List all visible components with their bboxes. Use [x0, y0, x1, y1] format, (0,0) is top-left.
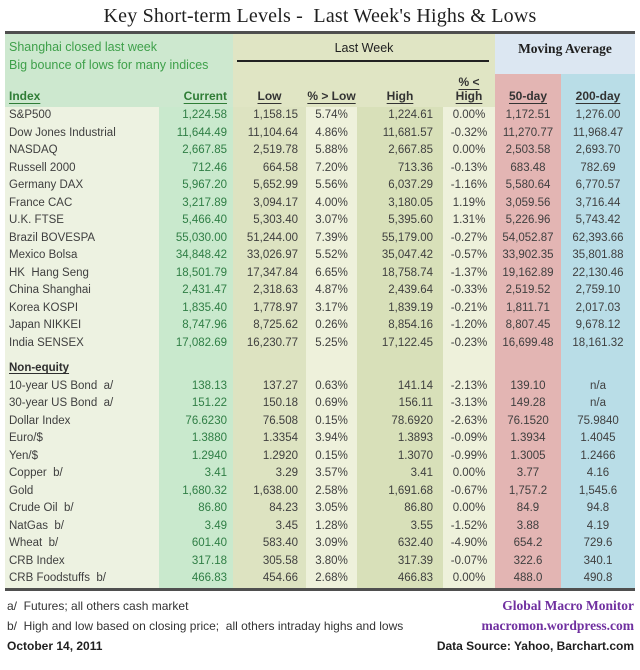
cell-high: 1.3070 [357, 448, 443, 466]
cell-current [159, 360, 233, 378]
cell-ma-200: 340.1 [561, 553, 635, 571]
cell-index: India SENSEX [5, 335, 159, 353]
cell-pct-below-high: -0.21% [443, 300, 495, 318]
cell-ma-200: 11,968.47 [561, 125, 635, 143]
cell-pct-above-low: 5.88% [306, 142, 357, 160]
cell-ma-200: 35,801.88 [561, 247, 635, 265]
cell-low: 8,725.62 [233, 317, 306, 335]
cell-pct-above-low: 4.86% [306, 125, 357, 143]
cell-low: 5,303.40 [233, 212, 306, 230]
cell-low: 2,318.63 [233, 282, 306, 300]
cell-index: Japan NIKKEI [5, 317, 159, 335]
table-row [5, 413, 635, 431]
cell-current: 5,466.40 [159, 212, 233, 230]
cell-high: 5,395.60 [357, 212, 443, 230]
cell-ma-200: 2,017.03 [561, 300, 635, 318]
cell-pct-above-low: 3.80% [306, 553, 357, 571]
cell-pct-below-high [443, 360, 495, 378]
cell-ma-50: 19,162.89 [495, 265, 561, 283]
cell-pct-below-high: -0.32% [443, 125, 495, 143]
cell-low: 33,026.97 [233, 247, 306, 265]
cell-pct-above-low: 5.56% [306, 177, 357, 195]
footer [7, 596, 634, 656]
cell-pct-below-high: -1.16% [443, 177, 495, 195]
cell-pct-above-low: 3.07% [306, 212, 357, 230]
cell-pct-below-high: -0.23% [443, 335, 495, 353]
cell-current: 17,082.69 [159, 335, 233, 353]
cell-low: 3.29 [233, 465, 306, 483]
cell-index: Non-equity [5, 360, 159, 378]
column-header-ma-200: 200-day [561, 74, 635, 107]
annotation-box [5, 34, 233, 74]
cell-low [233, 352, 306, 360]
cell-current: 3,217.89 [159, 195, 233, 213]
cell-high: 3.55 [357, 518, 443, 536]
cell-pct-above-low: 3.17% [306, 300, 357, 318]
cell-ma-200: 9,678.12 [561, 317, 635, 335]
cell-ma-50 [495, 352, 561, 360]
cell-ma-50: 488.0 [495, 570, 561, 588]
cell-index [5, 352, 159, 360]
brand-url[interactable]: macromon.wordpress.com [481, 617, 634, 633]
cell-ma-200: 5,743.42 [561, 212, 635, 230]
cell-ma-200: 18,161.32 [561, 335, 635, 353]
annotation-line-1: Shanghai closed last week [9, 40, 158, 54]
table-row [5, 282, 635, 300]
cell-index: Korea KOSPI [5, 300, 159, 318]
cell-high: 3,180.05 [357, 195, 443, 213]
cell-current: 55,030.00 [159, 230, 233, 248]
cell-low: 1,158.15 [233, 107, 306, 125]
cell-index: NASDAQ [5, 142, 159, 160]
cell-pct-below-high: -0.13% [443, 160, 495, 178]
column-header-pct-above-low: % > Low [306, 74, 357, 107]
cell-current: 2,667.85 [159, 142, 233, 160]
cell-current: 1,680.32 [159, 483, 233, 501]
cell-pct-below-high: 0.00% [443, 570, 495, 588]
cell-high: 632.40 [357, 535, 443, 553]
last-week-label: Last Week [334, 41, 394, 55]
column-header-ma-50: 50-day [495, 74, 561, 107]
cell-ma-200: 2,759.10 [561, 282, 635, 300]
cell-ma-50: 54,052.87 [495, 230, 561, 248]
table-row [5, 230, 635, 248]
page-title: Key Short-term Levels - Last Week's Highs & Lows [103, 5, 537, 27]
column-header-current: Current [159, 74, 233, 107]
cell-current: 3.41 [159, 465, 233, 483]
cell-high: 1,224.61 [357, 107, 443, 125]
cell-pct-below-high: -0.57% [443, 247, 495, 265]
cell-current [159, 352, 233, 360]
cell-index: Germany DAX [5, 177, 159, 195]
table-row [5, 300, 635, 318]
cell-pct-below-high: -4.90% [443, 535, 495, 553]
cell-pct-below-high: 0.00% [443, 107, 495, 125]
levels-table [5, 74, 635, 588]
cell-ma-50: 3,059.56 [495, 195, 561, 213]
cell-pct-below-high: -2.63% [443, 413, 495, 431]
cell-low: 16,230.77 [233, 335, 306, 353]
cell-pct-above-low: 4.87% [306, 282, 357, 300]
cell-ma-200: 6,770.57 [561, 177, 635, 195]
cell-ma-200: 2,693.70 [561, 142, 635, 160]
cell-pct-below-high: -2.13% [443, 378, 495, 396]
cell-low: 3.45 [233, 518, 306, 536]
report-date: October 14, 2011 [7, 638, 103, 653]
cell-pct-above-low: 3.09% [306, 535, 357, 553]
last-week-underline [237, 60, 489, 62]
table-row [5, 317, 635, 335]
cell-low: 1,778.97 [233, 300, 306, 318]
cell-pct-above-low: 5.52% [306, 247, 357, 265]
cell-current: 601.40 [159, 535, 233, 553]
cell-current: 466.83 [159, 570, 233, 588]
cell-pct-above-low: 2.58% [306, 483, 357, 501]
cell-current: 1.2940 [159, 448, 233, 466]
cell-current: 5,967.20 [159, 177, 233, 195]
cell-high: 86.80 [357, 500, 443, 518]
spacer-row [5, 352, 635, 360]
cell-ma-50 [495, 360, 561, 378]
cell-high: 1,839.19 [357, 300, 443, 318]
cell-ma-200 [561, 352, 635, 360]
cell-ma-200: 62,393.66 [561, 230, 635, 248]
cell-index: France CAC [5, 195, 159, 213]
cell-ma-200: 1.4045 [561, 430, 635, 448]
cell-pct-above-low [306, 352, 357, 360]
table-row [5, 247, 635, 265]
cell-index: Crude Oil b/ [5, 500, 159, 518]
cell-pct-below-high: -1.37% [443, 265, 495, 283]
footnotes [7, 596, 403, 656]
cell-ma-50: 2,503.58 [495, 142, 561, 160]
cell-high: 141.14 [357, 378, 443, 396]
cell-index: 30-year US Bond a/ [5, 395, 159, 413]
column-header-row [5, 74, 635, 107]
cell-high: 55,179.00 [357, 230, 443, 248]
cell-pct-below-high: 0.00% [443, 142, 495, 160]
cell-index: Wheat b/ [5, 535, 159, 553]
cell-pct-above-low: 0.15% [306, 413, 357, 431]
cell-pct-below-high: -1.20% [443, 317, 495, 335]
cell-pct-above-low: 1.28% [306, 518, 357, 536]
cell-pct-above-low: 5.25% [306, 335, 357, 353]
annotation-line-2: Big bounce of lows for many indices [9, 58, 209, 72]
cell-low: 305.58 [233, 553, 306, 571]
cell-high: 156.11 [357, 395, 443, 413]
cell-current: 18,501.79 [159, 265, 233, 283]
cell-high: 8,854.16 [357, 317, 443, 335]
cell-high: 713.36 [357, 160, 443, 178]
cell-index: Yen/$ [5, 448, 159, 466]
cell-low: 11,104.64 [233, 125, 306, 143]
cell-low: 5,652.99 [233, 177, 306, 195]
cell-pct-below-high [443, 352, 495, 360]
cell-pct-above-low: 0.26% [306, 317, 357, 335]
cell-pct-above-low: 6.65% [306, 265, 357, 283]
table-row [5, 378, 635, 396]
cell-high: 1.3893 [357, 430, 443, 448]
cell-index: Copper b/ [5, 465, 159, 483]
cell-low: 1,638.00 [233, 483, 306, 501]
cell-pct-below-high: -0.27% [443, 230, 495, 248]
cell-current: 11,644.49 [159, 125, 233, 143]
cell-pct-above-low: 4.00% [306, 195, 357, 213]
cell-ma-200: n/a [561, 378, 635, 396]
cell-pct-below-high: 1.19% [443, 195, 495, 213]
cell-current: 151.22 [159, 395, 233, 413]
cell-pct-above-low: 3.05% [306, 500, 357, 518]
cell-high: 6,037.29 [357, 177, 443, 195]
cell-current: 76.6230 [159, 413, 233, 431]
cell-current: 1,224.58 [159, 107, 233, 125]
cell-low: 17,347.84 [233, 265, 306, 283]
cell-ma-200: 729.6 [561, 535, 635, 553]
cell-low: 1.3354 [233, 430, 306, 448]
cell-index: Brazil BOVESPA [5, 230, 159, 248]
cell-ma-50: 8,807.45 [495, 317, 561, 335]
cell-current: 1.3880 [159, 430, 233, 448]
table-row [5, 483, 635, 501]
cell-low: 2,519.78 [233, 142, 306, 160]
cell-current: 8,747.96 [159, 317, 233, 335]
table-row [5, 335, 635, 353]
cell-high: 3.41 [357, 465, 443, 483]
cell-high: 1,691.68 [357, 483, 443, 501]
cell-ma-200: 3,716.44 [561, 195, 635, 213]
cell-ma-200: 1,276.00 [561, 107, 635, 125]
cell-ma-50: 322.6 [495, 553, 561, 571]
cell-pct-above-low: 0.15% [306, 448, 357, 466]
cell-index: Mexico Bolsa [5, 247, 159, 265]
cell-ma-200 [561, 360, 635, 378]
cell-high: 2,667.85 [357, 142, 443, 160]
table-row [5, 448, 635, 466]
cell-ma-50: 3.88 [495, 518, 561, 536]
cell-low: 3,094.17 [233, 195, 306, 213]
table-row [5, 430, 635, 448]
cell-pct-below-high: 0.00% [443, 500, 495, 518]
cell-pct-above-low: 0.69% [306, 395, 357, 413]
cell-high: 18,758.74 [357, 265, 443, 283]
cell-ma-200: 22,130.46 [561, 265, 635, 283]
cell-ma-50: 5,580.64 [495, 177, 561, 195]
table-row [5, 160, 635, 178]
cell-ma-200: 1.2466 [561, 448, 635, 466]
cell-ma-50: 1,757.2 [495, 483, 561, 501]
cell-ma-50: 11,270.77 [495, 125, 561, 143]
section-header-row [5, 360, 635, 378]
table-row [5, 195, 635, 213]
cell-current: 317.18 [159, 553, 233, 571]
cell-pct-below-high: -0.67% [443, 483, 495, 501]
table-row [5, 177, 635, 195]
cell-ma-50: 1,811.71 [495, 300, 561, 318]
moving-average-band [495, 34, 635, 74]
cell-current: 712.46 [159, 160, 233, 178]
cell-low: 137.27 [233, 378, 306, 396]
bottom-rule [5, 588, 635, 591]
cell-index: 10-year US Bond a/ [5, 378, 159, 396]
brand-name: Global Macro Monitor [502, 597, 634, 613]
cell-high: 78.6920 [357, 413, 443, 431]
table-row [5, 142, 635, 160]
cell-high: 35,047.42 [357, 247, 443, 265]
table-row [5, 265, 635, 283]
header-band [5, 34, 635, 74]
cell-ma-200: 490.8 [561, 570, 635, 588]
cell-high [357, 360, 443, 378]
cell-ma-200: 75.9840 [561, 413, 635, 431]
cell-ma-50: 16,699.48 [495, 335, 561, 353]
data-source: Data Source: Yahoo, Barchart.com [436, 638, 634, 653]
column-header-index: Index [5, 74, 159, 107]
cell-ma-50: 1.3934 [495, 430, 561, 448]
table-row [5, 535, 635, 553]
cell-index: HK Hang Seng [5, 265, 159, 283]
cell-index: S&P500 [5, 107, 159, 125]
cell-index: CRB Index [5, 553, 159, 571]
cell-pct-above-low: 7.20% [306, 160, 357, 178]
table-row [5, 570, 635, 588]
cell-ma-50: 84.9 [495, 500, 561, 518]
table-row [5, 212, 635, 230]
cell-current: 3.49 [159, 518, 233, 536]
table-row [5, 125, 635, 143]
cell-ma-50: 683.48 [495, 160, 561, 178]
footnote-a: a/ Futures; all others cash market [7, 598, 189, 613]
cell-ma-50: 76.1520 [495, 413, 561, 431]
cell-current: 34,848.42 [159, 247, 233, 265]
column-header-high: High [357, 74, 443, 107]
cell-index: China Shanghai [5, 282, 159, 300]
cell-low: 664.58 [233, 160, 306, 178]
branding [437, 596, 634, 656]
cell-pct-below-high: -3.13% [443, 395, 495, 413]
cell-pct-above-low: 3.94% [306, 430, 357, 448]
cell-ma-200: n/a [561, 395, 635, 413]
cell-ma-200: 782.69 [561, 160, 635, 178]
table-row [5, 107, 635, 125]
cell-low: 84.23 [233, 500, 306, 518]
cell-high: 17,122.45 [357, 335, 443, 353]
cell-high: 317.39 [357, 553, 443, 571]
cell-low [233, 360, 306, 378]
cell-high: 2,439.64 [357, 282, 443, 300]
cell-pct-below-high: 0.00% [443, 465, 495, 483]
cell-pct-above-low [306, 360, 357, 378]
cell-pct-below-high: -1.52% [443, 518, 495, 536]
cell-low: 1.2920 [233, 448, 306, 466]
table-row [5, 500, 635, 518]
cell-pct-below-high: -0.99% [443, 448, 495, 466]
cell-ma-200: 4.16 [561, 465, 635, 483]
cell-pct-below-high: -0.09% [443, 430, 495, 448]
cell-high: 11,681.57 [357, 125, 443, 143]
column-header-pct-below-high: % < High [443, 74, 495, 107]
cell-ma-50: 1,172.51 [495, 107, 561, 125]
column-header-low: Low [233, 74, 306, 107]
cell-ma-50: 33,902.35 [495, 247, 561, 265]
table-row [5, 465, 635, 483]
footnote-b: b/ High and low based on closing price; all others intraday highs and lows [7, 618, 404, 633]
cell-pct-above-low: 0.63% [306, 378, 357, 396]
moving-average-label: Moving Average [518, 41, 612, 56]
table-row [5, 395, 635, 413]
cell-ma-200: 4.19 [561, 518, 635, 536]
cell-low: 454.66 [233, 570, 306, 588]
cell-ma-50: 654.2 [495, 535, 561, 553]
table-row [5, 518, 635, 536]
cell-high [357, 352, 443, 360]
cell-current: 138.13 [159, 378, 233, 396]
cell-low: 76.508 [233, 413, 306, 431]
cell-ma-200: 94.8 [561, 500, 635, 518]
cell-index: Russell 2000 [5, 160, 159, 178]
cell-pct-above-low: 5.74% [306, 107, 357, 125]
cell-current: 86.80 [159, 500, 233, 518]
cell-ma-50: 149.28 [495, 395, 561, 413]
cell-low: 150.18 [233, 395, 306, 413]
cell-index: U.K. FTSE [5, 212, 159, 230]
cell-ma-50: 3.77 [495, 465, 561, 483]
cell-current: 1,835.40 [159, 300, 233, 318]
cell-pct-above-low: 3.57% [306, 465, 357, 483]
cell-low: 583.40 [233, 535, 306, 553]
cell-ma-50: 5,226.96 [495, 212, 561, 230]
cell-ma-50: 139.10 [495, 378, 561, 396]
cell-index: Dollar Index [5, 413, 159, 431]
cell-low: 51,244.00 [233, 230, 306, 248]
cell-index: Gold [5, 483, 159, 501]
cell-index: Euro/$ [5, 430, 159, 448]
last-week-band [233, 34, 495, 74]
cell-index: Dow Jones Industrial [5, 125, 159, 143]
cell-index: NatGas b/ [5, 518, 159, 536]
cell-pct-above-low: 7.39% [306, 230, 357, 248]
cell-pct-below-high: 1.31% [443, 212, 495, 230]
cell-pct-above-low: 2.68% [306, 570, 357, 588]
cell-current: 2,431.47 [159, 282, 233, 300]
cell-pct-below-high: -0.07% [443, 553, 495, 571]
cell-pct-below-high: -0.33% [443, 282, 495, 300]
table-row [5, 553, 635, 571]
cell-index: CRB Foodstuffs b/ [5, 570, 159, 588]
cell-ma-200: 1,545.6 [561, 483, 635, 501]
cell-high: 466.83 [357, 570, 443, 588]
cell-ma-50: 1.3005 [495, 448, 561, 466]
cell-ma-50: 2,519.52 [495, 282, 561, 300]
